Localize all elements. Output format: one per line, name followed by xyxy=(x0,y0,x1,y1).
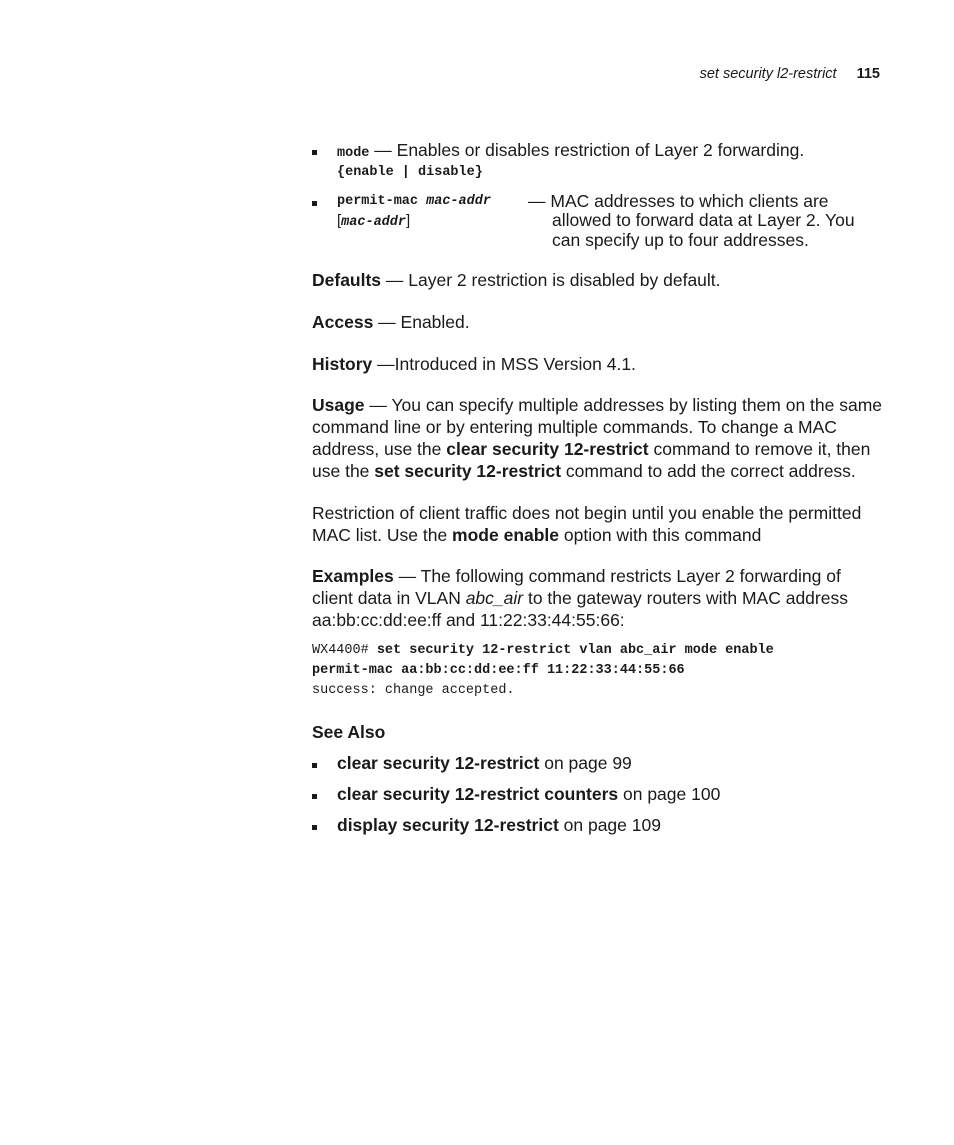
page-number: 115 xyxy=(856,66,880,82)
bullet-icon xyxy=(312,150,317,155)
param-permit-mac-desc-1: — MAC addresses to which clients are xyxy=(528,191,829,211)
example-command-line-1 xyxy=(312,641,774,661)
see-also-heading: See Also xyxy=(312,722,386,742)
param-permit-mac xyxy=(337,192,491,212)
cli-prompt: WX4400# xyxy=(312,643,377,658)
examples-label: Examples xyxy=(312,566,394,586)
restriction-line-1: Restriction of client traffic does not begin until you enable the permitted xyxy=(312,503,862,523)
see-also-link[interactable]: display security 12-restrict xyxy=(337,815,559,835)
defaults-paragraph xyxy=(312,269,721,291)
bullet-icon xyxy=(312,763,317,768)
cli-command-1: set security 12-restrict vlan abc_air mode enable xyxy=(376,643,774,658)
example-command-line-2: permit-mac aa:bb:cc:dd:ee:ff 11:22:33:44:55:66 xyxy=(312,663,685,678)
bracket-close: ] xyxy=(405,212,411,229)
examples-line-1 xyxy=(312,565,841,587)
running-title: set security l2-restrict xyxy=(699,66,837,82)
param-permit-mac-optional xyxy=(337,211,410,233)
param-permit-mac-desc-3: can specify up to four addresses. xyxy=(552,230,809,250)
examples-text-2a: client data in VLAN xyxy=(312,588,466,608)
defaults-label: Defaults xyxy=(312,270,382,290)
param-mode-values: {enable | disable} xyxy=(337,165,483,180)
history-paragraph xyxy=(312,353,636,375)
usage-text-4c: command to add the correct address. xyxy=(561,461,856,481)
param-mode-name: mode xyxy=(337,146,370,161)
access-paragraph xyxy=(312,311,470,333)
access-label: Access xyxy=(312,312,374,332)
restriction-text-2a: MAC list. Use the xyxy=(312,525,453,545)
see-also-page-ref: on page 109 xyxy=(558,815,661,835)
usage-cmd-clear: clear security 12-restrict xyxy=(446,439,649,459)
restriction-line-2 xyxy=(312,524,761,546)
usage-text-3a: address, use the xyxy=(312,439,447,459)
usage-line-2: command line or by entering multiple commands. To change a MAC xyxy=(312,417,837,437)
defaults-text: — Layer 2 restriction is disabled by default. xyxy=(381,270,721,290)
usage-text-1: — You can specify multiple addresses by listing them on the same xyxy=(364,395,883,415)
restriction-mode-enable: mode enable xyxy=(452,525,560,545)
usage-line-3 xyxy=(312,438,870,460)
usage-line-4 xyxy=(312,460,856,482)
bullet-icon xyxy=(312,201,317,206)
param-mode-desc: — Enables or disables restriction of Layer 2 forwarding. xyxy=(374,140,805,160)
examples-text-1: — The following command restricts Layer 2 forwarding of xyxy=(393,566,841,586)
param-permit-mac-desc-2: allowed to forward data at Layer 2. You xyxy=(552,210,855,230)
bracket-open: [ xyxy=(337,212,342,229)
history-text: —Introduced in MSS Version 4.1. xyxy=(372,354,636,374)
examples-vlan-name: abc_air xyxy=(465,588,524,608)
history-label: History xyxy=(312,354,373,374)
param-permit-mac-optional-arg: mac-addr xyxy=(341,215,406,230)
examples-text-2c: to the gateway routers with MAC address xyxy=(523,588,848,608)
see-also-link[interactable]: clear security 12-restrict counters xyxy=(337,784,619,804)
page-header xyxy=(700,66,880,82)
access-text: — Enabled. xyxy=(373,312,470,332)
see-also-item xyxy=(337,783,720,805)
bullet-icon xyxy=(312,794,317,799)
restriction-text-2c: option with this command xyxy=(559,525,762,545)
see-also-item xyxy=(337,752,632,774)
see-also-link[interactable]: clear security 12-restrict xyxy=(337,753,540,773)
see-also-page-ref: on page 99 xyxy=(539,753,632,773)
param-mode xyxy=(337,139,804,165)
usage-text-3c: command to remove it, then xyxy=(648,439,871,459)
param-permit-mac-arg: mac-addr xyxy=(426,194,491,209)
param-permit-mac-name: permit-mac xyxy=(337,194,419,209)
bullet-icon xyxy=(312,825,317,830)
usage-cmd-set: set security 12-restrict xyxy=(374,461,562,481)
see-also-item xyxy=(337,814,661,836)
usage-line-1 xyxy=(312,394,882,416)
examples-line-3: aa:bb:cc:dd:ee:ff and 11:22:33:44:55:66: xyxy=(312,610,625,630)
usage-text-4a: use the xyxy=(312,461,375,481)
usage-label: Usage xyxy=(312,395,365,415)
example-output: success: change accepted. xyxy=(312,683,515,698)
see-also-page-ref: on page 100 xyxy=(618,784,721,804)
examples-line-2 xyxy=(312,587,848,609)
